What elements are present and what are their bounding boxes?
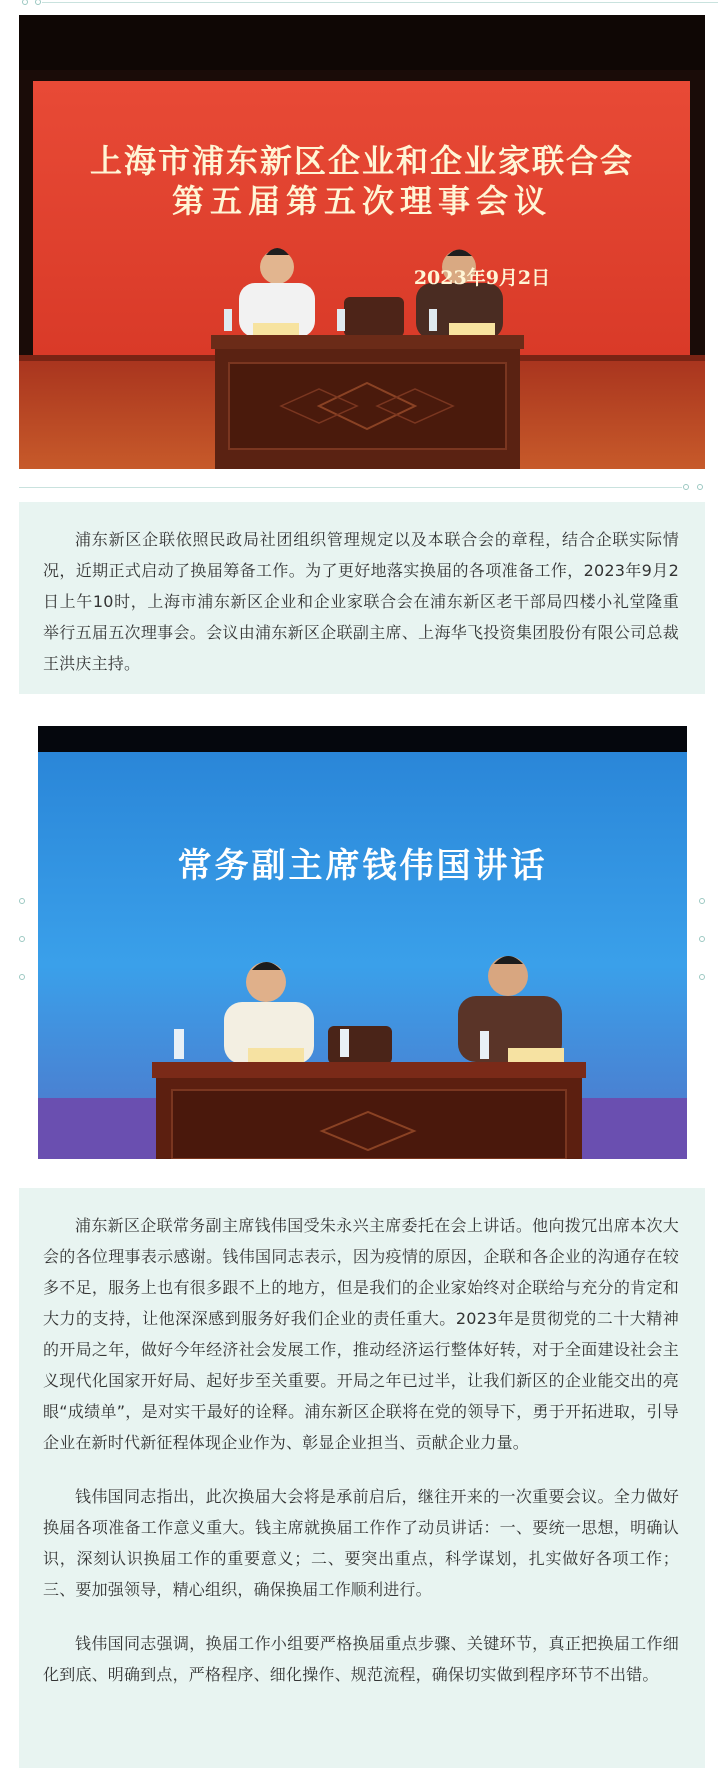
- side-dot: [699, 898, 705, 904]
- banner-title-line2: 第五届第五次理事会议: [171, 182, 552, 220]
- side-dot: [19, 936, 25, 942]
- divider-dot: [35, 0, 41, 5]
- side-dot: [699, 974, 705, 980]
- side-dot: [19, 974, 25, 980]
- meeting-photo-2: [38, 726, 687, 1159]
- intro-paragraph: 浦东新区企联依照民政局社团组织管理规定以及本联合会的章程，结合企联实际情况，近期正式启动了换届筹备工作。为了更好地落实换届的各项准备工作，2023年9月2日上午10时，上海市浦东新区企业和企业家联合会在浦东新区老干部局四楼小礼堂隆重举行五届五次理事会。会议由浦东新区企联副主席、上海华飞投资集团股份有限公司总裁王洪庆主持。: [43, 530, 679, 673]
- meeting-photo-2-image: [38, 726, 687, 1159]
- divider-dot: [683, 484, 689, 490]
- banner-title-line1: 上海市浦东新区企业和企业家联合会: [89, 142, 634, 180]
- speech-text-section: [19, 1188, 705, 1768]
- side-dot: [699, 936, 705, 942]
- top-divider-line: [42, 2, 718, 3]
- meeting-photo-1-image: [19, 15, 705, 469]
- divider-dot: [697, 484, 703, 490]
- intro-text-section: [19, 502, 705, 694]
- banner-date: 2023年9月2日: [413, 267, 551, 289]
- speech-paragraph-3: 钱伟国同志强调，换届工作小组要严格换届重点步骤、关键环节，真正把换届工作细化到底、明确到点，严格程序、细化操作、规范流程，确保切实做到程序环节不出错。: [43, 1634, 679, 1684]
- meeting-photo-1: [19, 15, 705, 469]
- side-dot: [19, 898, 25, 904]
- speech-paragraph-2: 钱伟国同志指出，此次换届大会将是承前启后，继往开来的一次重要会议。全力做好换届各项准备工作意义重大。钱主席就换届工作作了动员讲话：一、要统一思想，明确认识，深刻认识换届工作的重要意义；二、要突出重点，科学谋划，扎实做好各项工作；三、要加强领导，精心组织，确保换届工作顺利进行。: [43, 1487, 679, 1599]
- section-divider-line: [19, 487, 682, 488]
- divider-dot: [22, 0, 28, 5]
- screen-title: 常务副主席钱伟国讲话: [177, 846, 548, 886]
- speech-paragraph-1: 浦东新区企联常务副主席钱伟国受朱永兴主席委托在会上讲话。他向拨冗出席本次大会的各位理事表示感谢。钱伟国同志表示，因为疫情的原因，企联和各企业的沟通存在较多不足，服务上也有很多跟不上的地方，但是我们的企业家始终对企联给与充分的肯定和大力的支持，让他深深感到服务好我们企业的责任重大。2023年是贯彻党的二十大精神的开局之年，做好今年经济社会发展工作，推动经济运行整体好转，对于全面建设社会主义现代化国家开好局、起好步至关重要。开局之年已过半，让我们新区的企业能交出的亮眼“成绩单”，是对实干最好的诠释。浦东新区企联将在党的领导下，勇于开拓进取，引导企业在新时代新征程体现企业作为、彰显企业担当、贡献企业力量。: [43, 1216, 679, 1452]
